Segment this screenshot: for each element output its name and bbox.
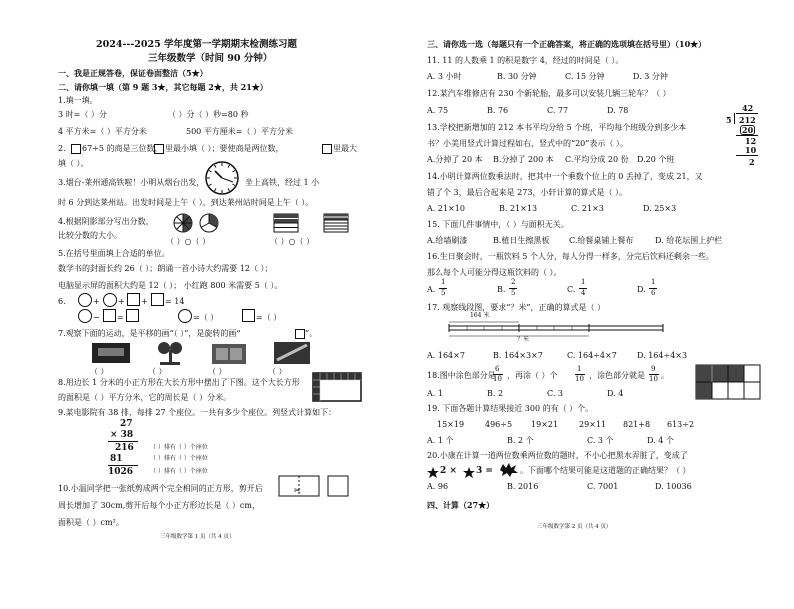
q19-item-3: 19×21	[531, 420, 559, 429]
q12-text: 12.某汽车维修店有 230 个新轮胎，最多可以安装几辆三轮车？（ ）	[427, 89, 671, 98]
q14-opt-a: A. 21×10	[427, 204, 465, 213]
q3-text-a: 3.烟台-莱州通高铁啦！小明从烟台出发，	[58, 178, 205, 187]
q6-op-5: =	[117, 313, 124, 322]
q19-item-2: 496÷5	[485, 420, 513, 429]
q18-f1-num: 6	[495, 365, 500, 373]
q5-line-a: 数学书的封面长约 26（ ）；朗诵一首小诗大约需要 12（ ）；	[58, 264, 273, 273]
line-segment-diagram	[447, 318, 667, 340]
q14-line-b: 错了个 3，最后合起来是 273，小轩计算的算式是（ ）。	[427, 188, 627, 197]
q16-opt-letter: D.	[637, 285, 646, 294]
blank-box	[322, 144, 332, 154]
page-footer-left: 三年级数学第 1 页（共 4 页）	[160, 534, 235, 540]
q20-expr-a: 2 ×	[440, 466, 457, 476]
motion-pictures	[92, 340, 322, 366]
section-4-heading: 四、计算（27★）	[427, 500, 495, 510]
calc-line	[108, 465, 138, 466]
page-footer-right: 三年级数学第 2 页（共 4 页）	[537, 524, 612, 530]
q10-line-b: 周长增加了 30cm,剪开后每个小正方形边长是（ ）cm，	[58, 501, 260, 510]
shaded-rectangle-figure	[695, 364, 761, 400]
circle-shape-icon	[178, 309, 192, 323]
division-divisor: 5	[726, 115, 732, 125]
calc-note-1: （ ）排有（ ）个座位	[150, 444, 208, 451]
q6-op-1: +	[93, 297, 100, 306]
q4-text-b: 比较分数的大小。	[58, 231, 122, 240]
q19-item-4: 29×11	[579, 420, 607, 429]
q19-item-5: 821+8	[623, 420, 651, 429]
circle-shape-icon	[78, 293, 92, 307]
q2-text-b: 67÷5 的商是三位数，	[82, 144, 163, 153]
q17-opt-a: A. 164×7	[427, 351, 465, 360]
q2-text-c: 里最小填（ ）；要使商是两位数，	[165, 144, 284, 153]
q17-text: 17. 观察线段图，要求“？米”，正确的算式是（ ）	[427, 303, 605, 312]
calc-note-2: （ ）排有（ ）个座位	[150, 455, 208, 462]
q7-paren-3: （ ）	[208, 367, 227, 376]
square-shape-icon	[127, 293, 140, 306]
q14-opt-c: C. 21×3	[571, 204, 604, 213]
q14-opt-b: B. 21×13	[499, 204, 538, 213]
q12-opt-d: D. 78	[607, 106, 629, 115]
ink-blot-icon	[498, 462, 518, 476]
q16-opt-numerator: 2	[511, 278, 516, 286]
right-page	[397, 0, 794, 609]
q7-paren-1: （ ）	[90, 367, 109, 376]
section-3-heading: 三、请你选一选（每题只有一个正确答案，将正确的选项填在括号里）（10★）	[427, 39, 707, 49]
q19-item-1: 15×19	[437, 420, 465, 429]
q6-answer-circle: =（ ）	[193, 313, 219, 322]
q16-opt-letter: C.	[567, 285, 576, 294]
q18-text-a: 18.图中涂色部分是	[427, 371, 496, 380]
q19-opt-c: C. 3 个	[587, 436, 614, 445]
fraction-bars-figure	[272, 212, 362, 234]
q13-line-b: 书？小美用竖式计算过程如右，竖式中的“20”表示（ ）。	[427, 139, 628, 148]
paper-cut-figure	[278, 475, 362, 497]
q1-b: （ ）分（ ）秒=80 秒	[168, 110, 249, 119]
square-shape-icon	[126, 309, 139, 322]
q2-text-e: 填（ ）。	[58, 159, 89, 168]
calc-line	[108, 441, 138, 442]
q17-top-label: 164 米	[470, 312, 490, 319]
q20-opt-d: D. 10036	[655, 482, 692, 491]
q16-opt-numerator: 1	[581, 278, 586, 286]
q16-line-b: 那么每个人可能分得这瓶饮料的（ ）。	[427, 268, 562, 277]
square-shape-icon	[151, 293, 164, 306]
circle-shape-icon	[103, 293, 117, 307]
exam-subject: 三年级数学（时间 90 分钟）	[148, 53, 273, 64]
q1-a: 3 时=（ ）分	[58, 110, 107, 119]
q16-opt-numerator: 1	[441, 278, 446, 286]
q18-f3-den: 10	[649, 375, 658, 383]
calc-result: 1026	[108, 467, 134, 477]
q16-opt-letter: A.	[427, 285, 436, 294]
q18-f2-num: 1	[577, 365, 582, 373]
q15-opt-a: A.给墙刷漆	[427, 236, 468, 245]
q19-opt-a: A. 1 个	[427, 436, 454, 445]
q4-text: 4.根据阴影部分写出分数，	[58, 217, 154, 226]
q4-compare-1: （ ）○（ ）	[166, 237, 211, 246]
q7-text: 7.观察下面的运动，是平移的画“（ ）”，是旋转的画“	[58, 329, 241, 338]
q19-text: 19. 下面各题计算结果接近 300 的有（ ）个。	[427, 404, 594, 413]
division-step-1: 12	[745, 136, 757, 146]
q7-paren-4: （ ）	[268, 367, 287, 376]
calc-note-3: （ ）排有（ ）个座位	[150, 468, 208, 475]
q13-opt-a: A.分掉了 20 本	[427, 155, 483, 164]
q20-opt-a: A. 96	[427, 482, 449, 491]
q8-line-b: 的面积是（ ）平方分米，它的周长是（ ）分米。	[58, 393, 232, 402]
q16-opt-denominator: 6	[651, 289, 656, 297]
q13-opt-c: C.平均分成 20 份	[565, 155, 629, 164]
q4-compare-2: （ ）○（ ）	[270, 237, 315, 246]
q13-opt-b: B.分掉了 200 本	[493, 155, 554, 164]
q10-line-a: 10.小温同学把一张纸剪成两个完全相同的正方形，剪开后	[58, 484, 263, 493]
calc-multiplicand: 27	[120, 419, 133, 429]
division-circled-20: 20	[742, 125, 754, 135]
q14-opt-d: D. 25×3	[643, 204, 677, 213]
q17-opt-b: B. 164×3×7	[493, 351, 543, 360]
q7-text-end: ”。	[305, 329, 318, 338]
division-remainder: 2	[749, 157, 755, 167]
q16-line-a: 16.生日聚会时，一瓶饮料 5 个人分，每人分得一样多，分完后饮料还剩余一些。	[427, 252, 714, 261]
q13-line-a: 13.学校把新增加的 212 本书平均分给 5 个班，平均每个班级分到多少本	[427, 123, 687, 132]
division-bracket	[734, 113, 735, 124]
section-2-heading: 二、请你填一填（第 9 题 3★，其它每题 2★，共 21★）	[58, 82, 268, 92]
q2-text-d: 里最大	[333, 144, 357, 153]
q19-opt-b: B. 2 个	[507, 436, 534, 445]
q16-opt-denominator: 5	[441, 289, 446, 297]
circle-shape-icon	[78, 309, 92, 323]
q11-text: 11. 11 的人数乘 1 的积是数字 4，经过的时间是（ ）。	[427, 56, 624, 65]
q20-opt-c: C. 7001	[587, 482, 619, 491]
q14-line-a: 14.小明计算两位数乘法时，把其中一个乘数个位上的 0 丢掉了，变成 21，又	[427, 172, 703, 181]
q11-opt-d: D. 3 分钟	[633, 72, 668, 81]
q20-opt-b: B. 2016	[507, 482, 539, 491]
q15-text: 15. 下面几件事情中，（ ）与面积无关。	[427, 220, 569, 229]
q6-number: 6.	[58, 297, 66, 306]
q12-opt-b: B. 76	[487, 106, 509, 115]
square-shape-icon	[103, 309, 116, 322]
q17-opt-d: D. 164÷4×3	[637, 351, 688, 360]
q12-opt-c: C. 77	[547, 106, 569, 115]
q15-opt-d: D. 给花坛围上护栏	[655, 236, 723, 245]
q18-text-d: 。	[661, 371, 669, 380]
q17-bottom-label: ？米	[517, 336, 530, 343]
q18-opt-d: D. 4	[607, 389, 624, 398]
q1-d: 500 平方厘米=（ ）平方分米	[186, 127, 294, 136]
q16-opt-letter: B.	[497, 285, 506, 294]
division-quotient: 42	[742, 103, 754, 113]
ink-blot-icon	[427, 464, 439, 476]
rectangle-grid-figure	[312, 372, 362, 402]
q18-f1-den: 10	[493, 375, 502, 383]
section-1-heading: 一、我是正规答卷，保证卷面整洁（5★）	[58, 68, 208, 78]
q20-line-a: 20.小康在计算一道两位数乘两位数的题时，不小心把黑水弄脏了，变成了	[427, 451, 688, 460]
q6-eq: = 14	[165, 297, 185, 306]
square-shape-icon	[242, 309, 255, 322]
q18-f2-den: 10	[575, 375, 584, 383]
q5-line-b: 电脑显示屏的面积大约是 12（ ）； 小红跑 800 米需要 5（ ）。	[58, 281, 283, 290]
q16-opt-denominator: 5	[511, 289, 516, 297]
fraction-circles-figure	[172, 212, 222, 234]
division-line	[736, 155, 758, 156]
division-bar	[736, 113, 758, 114]
q12-opt-a: A. 75	[427, 106, 449, 115]
q7-paren-2: （ ）	[148, 367, 167, 376]
q19-opt-d: D. 4 个	[647, 436, 674, 445]
q5-text: 5.在括号里面填上合适的单位。	[58, 249, 170, 258]
q3-text-b: 坐上高铁，经过 1 小	[245, 178, 320, 187]
calc-partial-2: 81	[110, 454, 123, 464]
clock-icon	[204, 160, 240, 196]
q1-c: 4 平方米=（ ）平方分米	[58, 127, 147, 136]
q18-opt-c: C. 3	[547, 389, 564, 398]
ink-blot-icon	[463, 464, 475, 476]
q11-opt-b: B. 30 分钟	[497, 72, 537, 81]
division-dividend: 212	[739, 115, 756, 125]
q17-opt-c: C. 164÷4×7	[567, 351, 617, 360]
q19-item-6: 613÷2	[667, 420, 695, 429]
q6-answer-square: =（ ）	[256, 313, 282, 322]
q18-text-b: ，再涂（ ）个	[507, 371, 558, 380]
q6-op-2: +	[118, 297, 125, 306]
calc-multiplier: × 38	[110, 430, 134, 440]
q20-line-b: 。下面哪个结果可能是这道题的正确结果？（ ）	[520, 466, 691, 475]
q18-opt-a: A. 1	[427, 389, 443, 398]
q15-opt-c: C.给餐桌铺上餐布	[569, 236, 634, 245]
q10-line-c: 面积是（ ）cm²。	[58, 518, 124, 527]
q20-expr-b: 3 =	[476, 466, 493, 476]
q15-opt-b: B.植日生擦黑板	[493, 236, 550, 245]
q3-text-c: 时 6 分到达莱州站。出发时间是上午（ ），到达莱州站时间是上午（ ）。	[58, 198, 314, 207]
q11-opt-a: A. 3 小时	[427, 72, 462, 81]
svg-text:✂: ✂	[294, 486, 301, 495]
q18-opt-b: B. 2	[487, 389, 504, 398]
blank-box	[154, 144, 164, 154]
blank-box	[295, 329, 305, 339]
q16-opt-denominator: 4	[581, 289, 586, 297]
q11-opt-c: C. 15 分钟	[565, 72, 605, 81]
exam-title: 2024---2025 学年度第一学期期末检测练习题	[96, 39, 298, 50]
q6-op-3: +	[141, 297, 148, 306]
q16-opt-numerator: 1	[651, 278, 656, 286]
division-step-2: 10	[745, 145, 757, 155]
q1-heading: 1.填一填。	[58, 96, 98, 105]
q8-line-a: 8.用边长 1 分米的小正方形在大长方形中摆出了下图。这个大长方形	[58, 378, 300, 387]
q13-opt-d: D.20 个班	[637, 155, 675, 164]
blank-box	[71, 144, 81, 154]
q2-number: 2.	[58, 144, 66, 153]
q18-text-c: ，涂色部分就是	[589, 371, 645, 380]
q18-f3-num: 9	[651, 365, 656, 373]
q9-text: 9.某电影院有 38 排，每排 27 个座位。一共有多少个座位。列竖式计算如下：	[58, 408, 337, 417]
q6-op-4: −	[93, 313, 100, 322]
calc-partial-1: 216	[115, 443, 134, 453]
